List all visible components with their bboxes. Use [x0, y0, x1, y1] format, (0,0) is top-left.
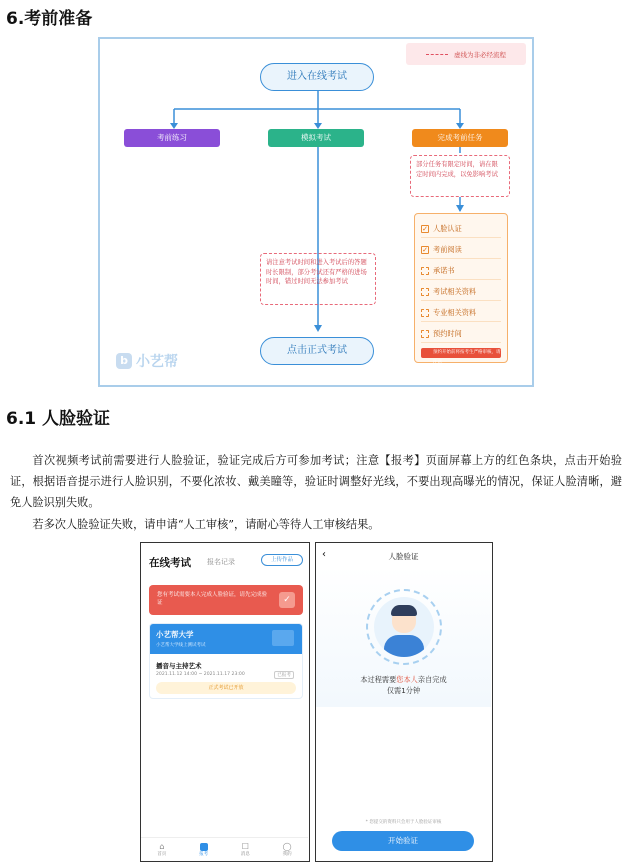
phone-face-verify: ‹ 人脸验证 本过程需要您本人亲自完成 仅需1分钟 * 您提交的资料只会用于人脸验证审核 开始验证 [315, 542, 493, 862]
bottom-nav [141, 837, 308, 861]
section-title-6-1: 6.1 人脸验证 [6, 409, 111, 429]
message-icon: ☐ [241, 842, 249, 851]
checkbox-empty-icon [421, 309, 429, 317]
task-list [414, 213, 508, 363]
user-icon: ◯ [282, 842, 292, 851]
nav-apply[interactable]: 报考 [199, 843, 208, 857]
logo-mark-icon: b [116, 353, 132, 369]
start-node: 进入在线考试 [260, 63, 374, 91]
checkbox-checked-icon: ✓ [422, 224, 428, 233]
checkbox-checked-icon: ✓ [422, 245, 428, 254]
task-label: 专业相关资料 [433, 307, 477, 317]
phone-exam-list [140, 542, 310, 862]
task-item [421, 283, 501, 301]
task-label: 承诺书 [433, 265, 455, 275]
verify-description: 本过程需要您本人亲自完成 [360, 675, 447, 684]
tab-online-exam[interactable]: 在线考试 [149, 557, 191, 569]
checkbox-empty-icon [421, 330, 429, 338]
branch-mock-exam: 模拟考试 [268, 129, 364, 147]
nav-home[interactable]: ⌂ 首页 [157, 842, 167, 857]
task-label: 预约时间 [433, 328, 462, 338]
nav-messages[interactable]: ☐ 消息 [240, 842, 250, 857]
logo: b 小艺帮 [116, 351, 178, 371]
task-warning: 预约开始前将按考生严格审核，请注意 [421, 348, 501, 358]
back-icon[interactable]: ‹ [322, 549, 326, 560]
mock-note: 请注意考试时间和进入考试后的答题时长限制，部分考试还有严格的进场时间，错过时间无法参加考试 [260, 253, 376, 305]
video-icon [272, 630, 294, 646]
branch-tasks: 完成考前任务 [412, 129, 508, 147]
task-item [421, 304, 501, 322]
branch-practice: 考前练习 [124, 129, 220, 147]
end-node: 点击正式考试 [260, 337, 374, 365]
nav-me[interactable]: ◯ 我的 [282, 842, 292, 857]
apply-icon [200, 843, 208, 851]
face-avatar-icon [374, 597, 434, 657]
task-item [421, 241, 501, 259]
exam-card[interactable]: 小艺帮大学 小艺帮大学线上测试考试 播音与主持艺术 2021.11.12 14:00 ~ 2021.11.17 23:00 已报考 正式考试已开放 [149, 623, 303, 699]
task-label: 人脸认证 [433, 223, 462, 233]
paragraph-1: 首次视频考试前需要进行人脸验证，验证完成后方可参加考试；注意【报考】页面屏幕上方的红色条块，点击开始验证，根据语音提示进行人脸识别，不要化浓妆、戴美瞳等，验证时调整好光线，不要出现高曝光的情况，保证人脸清晰，避免人脸识别失败。 [10, 454, 622, 509]
task-label: 考前阅读 [433, 244, 462, 254]
home-icon: ⌂ [159, 842, 165, 851]
paragraph-2: 若多次人脸验证失败，请申请“人工审核”，请耐心等待人工审核结果。 [32, 518, 380, 531]
checkbox-empty-icon [421, 288, 429, 296]
task-note: 部分任务有限定时间，请在限定时间内完成，以免影响考试 [410, 155, 510, 197]
upload-works-button[interactable]: 上传作品 [261, 554, 303, 566]
legend: 虚线为非必经流程 [406, 43, 526, 65]
dashed-line-icon [426, 54, 448, 55]
task-item [421, 262, 501, 280]
page-title: 人脸验证 [388, 552, 419, 561]
shield-icon: ✓ [279, 592, 295, 608]
task-item [421, 325, 501, 343]
school-name: 小艺帮大学 [156, 630, 194, 639]
task-label: 考试相关资料 [433, 286, 477, 296]
tab-records[interactable]: 报名记录 [207, 558, 235, 566]
face-verify-alert[interactable]: 您有考试需要本人完成人脸验证，请先完成验证 ✓ [149, 585, 303, 615]
task-item [421, 220, 501, 238]
exam-open-button[interactable]: 正式考试已开放 [156, 682, 296, 694]
start-verify-button[interactable]: 开始验证 [332, 831, 474, 851]
exam-name: 播音与主持艺术 [156, 662, 202, 670]
checkbox-empty-icon [421, 267, 429, 275]
section-title-6: 6.考前准备 [6, 9, 93, 29]
flowchart [98, 37, 534, 387]
